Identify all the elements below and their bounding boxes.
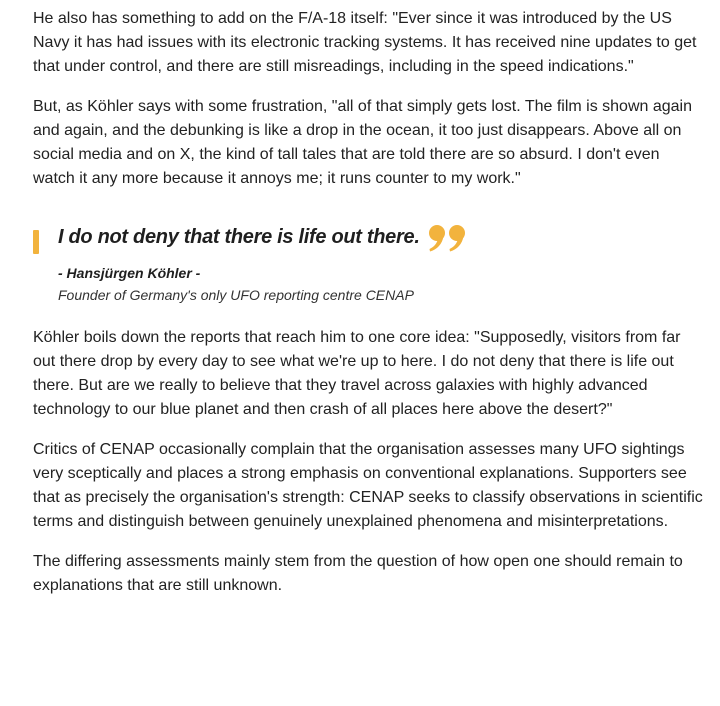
closing-quote-icon [428, 224, 468, 257]
paragraph-core-idea: Köhler boils down the reports that reach him to one core idea: "Supposedly, visitors from far out there drop by every day to see what we're up to here. I do not deny that there is life out there. But are we really to believe that they travel across galaxies with highly advanced technology to our blue planet and then crash of all places here above the desert?" [33, 329, 681, 418]
paragraph-fa18: He also has something to add on the F/A-18 itself: "Ever since it was introduced by the US Navy it has had issues with its electronic tracking systems. It has received nine updates to get that under control, and there are still misreadings, including in the speed indications." [33, 10, 697, 75]
article-continuation [33, 326, 703, 598]
pull-quote [33, 218, 703, 303]
quote-author: - Hansjürgen Köhler - [58, 265, 201, 281]
pull-quote-text: I do not deny that there is life out there. [58, 226, 420, 248]
article-body [33, 7, 703, 614]
paragraph-frustration: But, as Köhler says with some frustration, "all of that simply gets lost. The film is shown again and again, and the debunking is like a drop in the ocean, it too just disappears. Above all on social media and on X, the kind of tall tales that are told there are so absurd. I don't even watch it any more because it annoys me; it runs counter to my work." [33, 98, 692, 187]
paragraph-assessments: The differing assessments mainly stem from the question of how open one should remain to explanations that are still unknown. [33, 553, 683, 594]
pull-quote-line [58, 220, 468, 257]
quote-author-role: Founder of Germany's only UFO reporting centre CENAP [58, 287, 414, 303]
quote-accent-bar [33, 230, 39, 254]
paragraph-critics: Critics of CENAP occasionally complain that the organisation assesses many UFO sightings very sceptically and places a strong emphasis on conventional explanations. Supporters see that as precisely the organisation's strength: CENAP seeks to classify observations in scientific terms and distinguish between genuinely unexplained phenomena and misinterpretations. [33, 441, 703, 530]
pull-quote-attribution [58, 262, 414, 306]
